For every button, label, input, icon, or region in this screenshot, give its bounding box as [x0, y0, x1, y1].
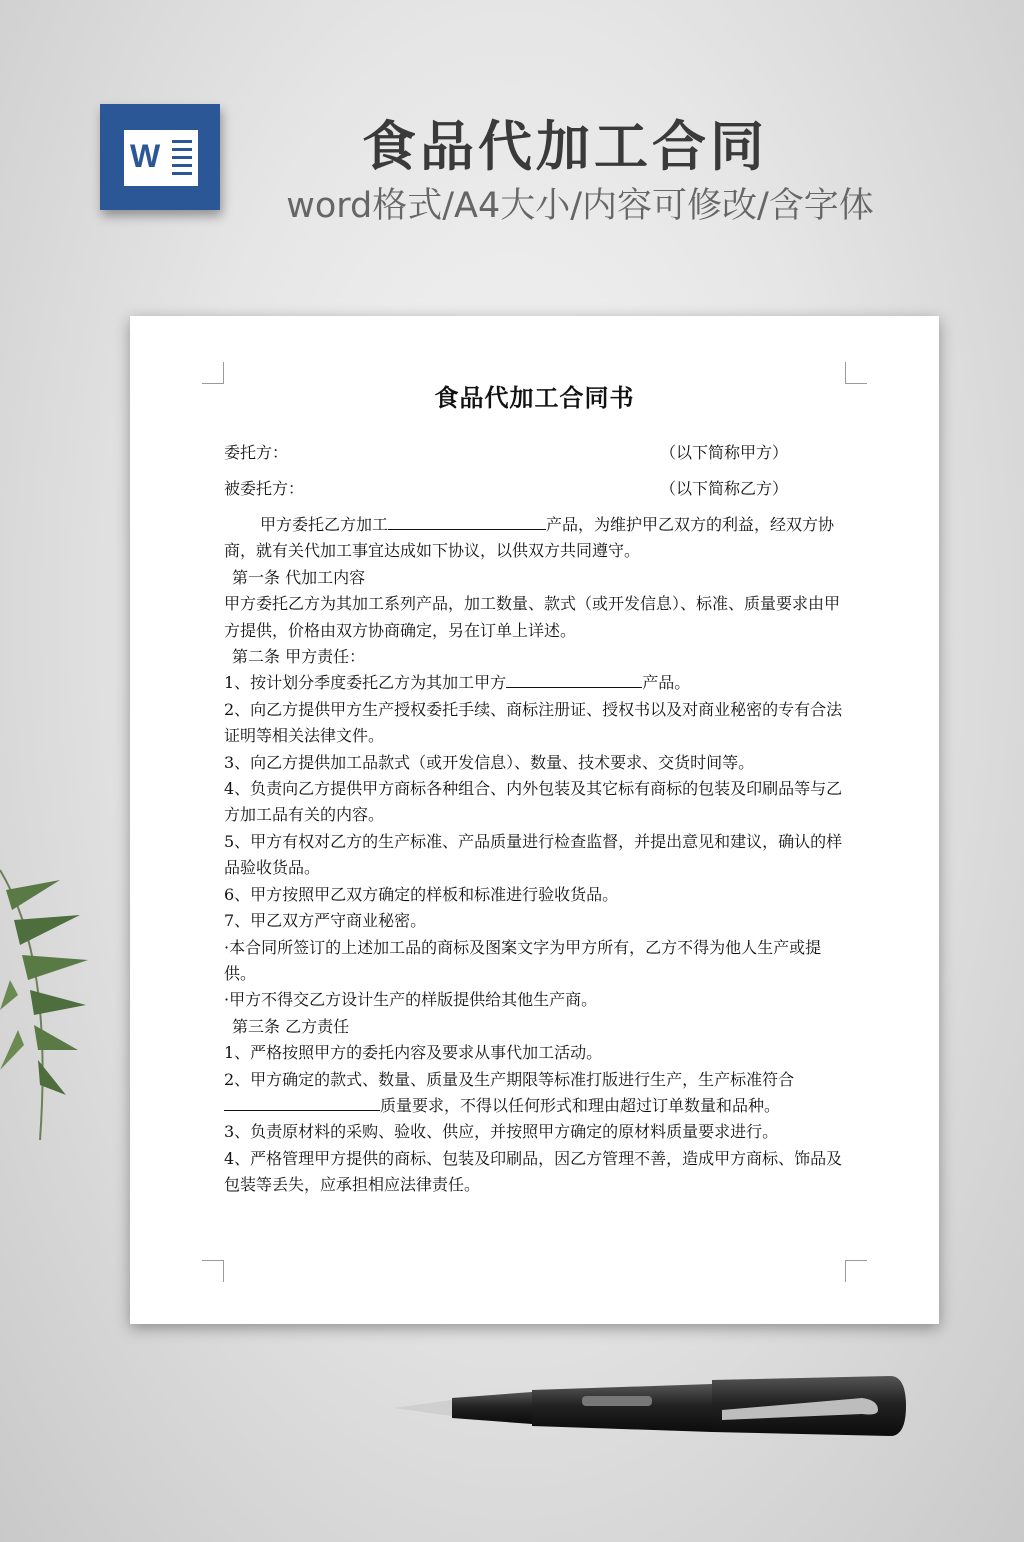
section-2-item-3: 3、向乙方提供加工品款式（或开发信息）、数量、技术要求、交货时间等。 — [224, 752, 755, 772]
word-sheet — [124, 130, 198, 186]
corner-mark — [202, 1260, 224, 1282]
section-3-item-2 — [224, 1067, 846, 1120]
contractor-label: 被委托方： — [224, 479, 305, 498]
client-label: 委托方： — [224, 443, 289, 462]
s2-item1-text-b: 产品。 — [642, 673, 691, 693]
section-2-item-4: 4、负责向乙方提供甲方商标各种组合、内外包装及其它标有商标的包装及印刷品等与乙方加工品有关的内容。 — [224, 779, 843, 825]
section-2-item-6: 6、甲方按照甲乙双方确定的样板和标准进行验收货品。 — [224, 884, 619, 904]
page-subtitle: word格式/A4大小/内容可修改/含字体 — [286, 186, 874, 226]
client-note: （以下简称甲方） — [660, 443, 789, 462]
section-2-item-7: 7、甲乙双方严守商业秘密。 — [224, 911, 427, 931]
product-blank — [388, 512, 546, 530]
intro-paragraph — [224, 512, 846, 565]
intro-text-a: 甲方委托乙方加工 — [260, 515, 389, 534]
intro-text-b: 产品，为维护甲乙双方的利益，经双方协商，就有关代加工事宜达成如下协议，以供双方共同遵守。 — [224, 515, 835, 561]
s3-item2-text-a: 2、甲方确定的款式、数量、质量及生产期限等标准打版进行生产，生产标准符合 — [224, 1069, 795, 1089]
document-page — [130, 316, 939, 1324]
document-body — [224, 512, 846, 1199]
section-1-body: 甲方委托乙方为其加工系列产品，加工数量、款式（或开发信息）、标准、质量要求由甲方提供，价格由双方协商确定，另在订单上详述。 — [224, 594, 841, 640]
contractor-note: （以下简称乙方） — [660, 479, 789, 498]
corner-mark — [845, 1260, 867, 1282]
section-2-item-1 — [224, 670, 846, 696]
section-3-item-4: 4、严格管理甲方提供的商标、包装及印刷品，因乙方管理不善，造成甲方商标、饰品及包装等丢失，应承担相应法律责任。 — [224, 1148, 843, 1195]
section-2-bullet-2: ·甲方不得交乙方设计生产的样版提供给其他生产商。 — [224, 990, 598, 1010]
document-title: 食品代加工合同书 — [434, 383, 635, 412]
s3-item2-text-b: 质量要求，不得以任何形式和理由超过订单数量和品种。 — [380, 1095, 781, 1115]
product-blank — [506, 670, 642, 688]
client-line — [224, 440, 804, 463]
contractor-line — [224, 476, 804, 499]
word-lines — [172, 140, 192, 180]
section-3-item-3: 3、负责原材料的采购、验收、供应，并按照甲方确定的原材料质量要求进行。 — [224, 1122, 779, 1142]
pen-decoration — [392, 1370, 912, 1450]
word-letter: W — [130, 138, 161, 174]
section-2-title: 第二条 甲方责任： — [232, 647, 366, 667]
section-3-item-1: 1、严格按照甲方的委托内容及要求从事代加工活动。 — [224, 1043, 603, 1063]
section-2-bullet-1: ·本合同所签订的上述加工品的商标及图案文字为甲方所有，乙方不得为他人生产或提供。 — [224, 937, 822, 983]
section-3-title: 第三条 乙方责任 — [232, 1016, 350, 1036]
section-2-item-5: 5、甲方有权对乙方的生产标准、产品质量进行检查监督，并提出意见和建议，确认的样品验收货品。 — [224, 831, 843, 878]
section-2-item-2: 2、向乙方提供甲方生产授权委托手续、商标注册证、授权书以及对商业秘密的专有合法证明等相关法律文件。 — [224, 699, 843, 746]
quality-blank — [224, 1093, 380, 1111]
section-1-title: 第一条 代加工内容 — [232, 567, 366, 587]
s2-item1-text-a: 1、按计划分季度委托乙方为其加工甲方 — [224, 673, 507, 693]
word-icon — [100, 104, 220, 210]
page-title: 食品代加工合同 — [362, 115, 768, 178]
leaf-decoration — [0, 860, 90, 1150]
